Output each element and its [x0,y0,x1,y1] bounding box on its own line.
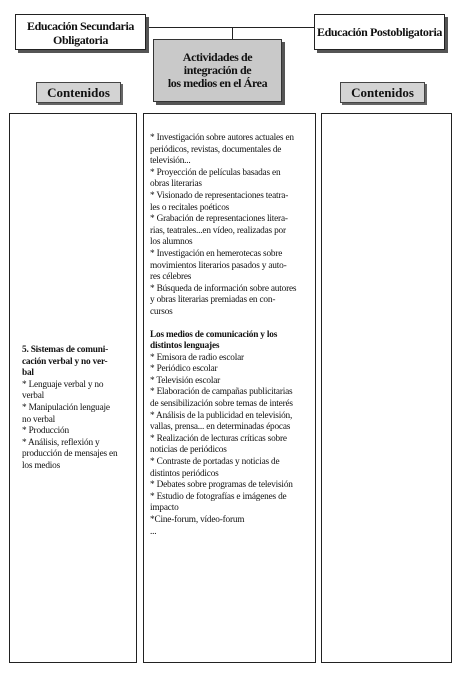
media-line: * Estudio de fotografías e imágenes de [150,491,287,502]
left-line: verbal [22,391,45,402]
center-title-line-1: Actividades de [182,50,253,64]
connector-center [232,27,233,39]
activity-line: rias, teatrales...en vídeo, realizadas por [150,225,286,236]
left-line: * Lenguaje verbal y no [22,379,104,390]
activity-line: televisión... [150,156,191,167]
activity-line: y obras literarias premiadas en con- [150,295,276,306]
media-line: * Realización de lecturas críticas sobre [150,433,287,444]
middle-content [150,133,314,538]
activity-line: res célebres [150,272,192,283]
activity-line: los alumnos [150,237,193,248]
media-line: * Análisis de la publicidad en televisión, [150,410,293,421]
header-eso [15,14,146,50]
center-title-line-3: los medios en el Área [167,76,268,90]
header-eso-line-1: Educación Secundaria [26,19,135,33]
media-heading-2: distintos lenguajes [150,341,220,352]
left-line: * Producción [22,426,69,437]
header-eso-line-2: Obligatoria [53,33,108,47]
media-line: noticias de periódicos [150,445,227,456]
activity-line: cursos [150,306,173,317]
center-title-line-2: integración de [183,63,252,77]
activity-line: les o recitales poéticos [150,202,230,213]
activity-line: movimientos literarios pasados y auto- [150,260,287,271]
media-line: * Debates sobre programas de televisión [150,480,293,491]
activity-line: obras literarias [150,179,202,190]
media-line: * Televisión escolar [150,375,221,386]
activity-line: * Búsqueda de información sobre autores [150,283,297,294]
media-line: * Periódico escolar [150,364,218,375]
media-line: vallas, prensa... en determinadas épocas [150,422,291,433]
left-heading-2: cación verbal y no ver- [22,356,108,367]
media-line: de sensibilización sobre temas de interés [150,399,293,410]
activity-line: periódicos, revistas, documentales de [150,144,282,155]
activity-line: * Investigación sobre autores actuales en [150,133,294,143]
column-middle [143,113,316,663]
contenidos-left: Contenidos [36,82,121,103]
activity-line: * Grabación de representaciones litera- [150,214,288,225]
media-line: * Elaboración de campañas publicitarias [150,387,293,398]
left-heading-1: 5. Sistemas de comuni- [22,345,108,355]
activity-line: * Proyección de películas basadas en [150,167,281,178]
media-line: *Cine-forum, vídeo-forum [150,515,245,525]
activity-line: * Investigación en hemerotecas sobre [150,248,283,259]
left-content [22,345,134,473]
media-line: * Contraste de portadas y noticias de [150,457,280,468]
media-heading-1: Los medios de comunicación y los [150,329,278,340]
left-line: * Análisis, reflexión y [22,437,100,448]
media-line: ... [150,526,157,537]
header-postobligatoria [314,14,445,50]
left-heading-3: bal [22,368,34,379]
activity-line: * Visionado de representaciones teatra- [150,190,289,201]
media-line: impacto [150,503,179,514]
center-title-box [153,39,282,102]
connector-top [146,27,314,28]
media-line: * Emisora de radio escolar [150,352,244,363]
header-postobligatoria-text: Educación Postobligatoria [316,25,442,39]
left-line: los medios [22,460,61,471]
left-line: no verbal [22,414,56,425]
left-line: * Manipulación lenguaje [22,402,110,413]
media-line: distintos periódicos [150,468,219,479]
column-right [321,113,452,663]
contenidos-right: Contenidos [340,82,425,103]
column-left [9,113,137,663]
left-line: producción de mensajes en [22,449,118,460]
